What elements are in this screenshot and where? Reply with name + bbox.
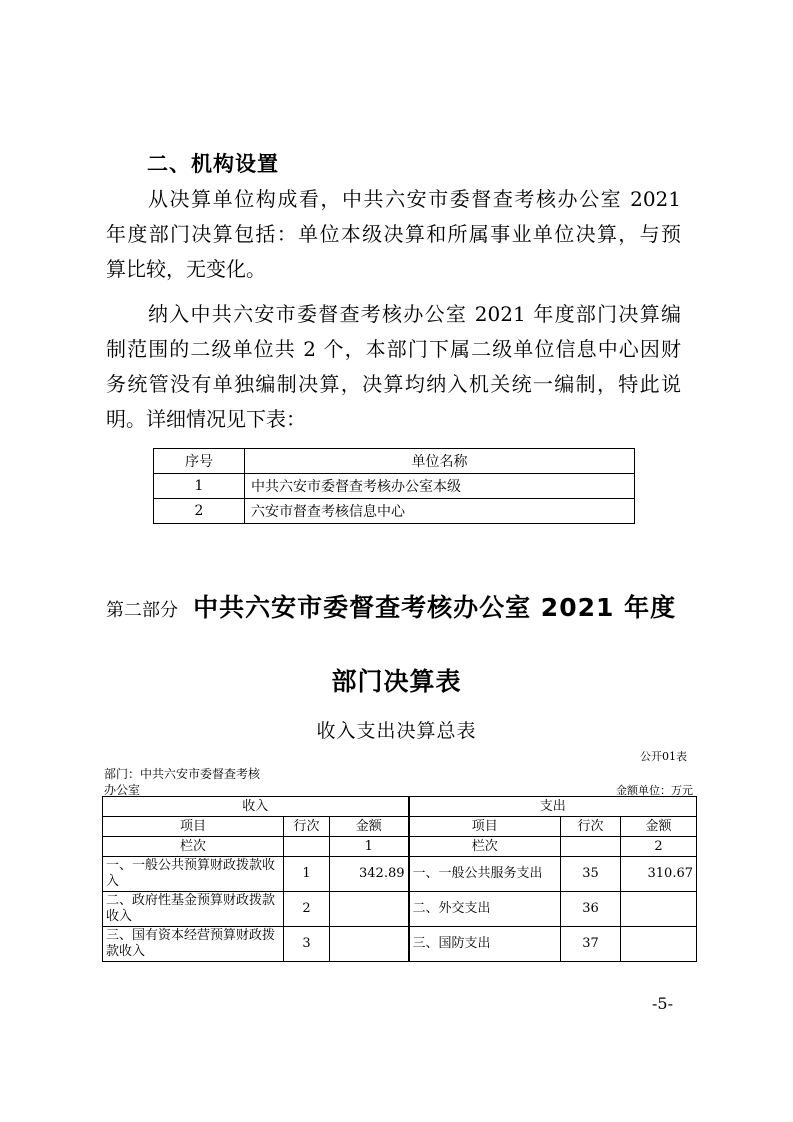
fin-table-department-line2: 办公室 [104, 783, 141, 797]
expense-amount [621, 892, 697, 927]
paragraph-scope-line2: 制范围的二级单位共 2 个，本部门下属二级单位信息中心因财 [106, 337, 681, 361]
expense-lanci-number: 2 [621, 837, 697, 857]
expense-amount [621, 927, 697, 962]
page-number: -5- [652, 994, 673, 1013]
income-amount [330, 892, 409, 927]
unit-table-cell-index: 2 [154, 499, 245, 524]
income-col-amount: 金额 [330, 817, 409, 837]
expense-group-header: 支出 [409, 797, 697, 817]
paragraph-scope-line4: 明。详细情况见下表： [106, 407, 306, 431]
income-row: 2 [284, 892, 330, 927]
table-row [103, 837, 697, 857]
fin-table-department-line1: 部门：中共六安市委督查考核 [104, 767, 261, 781]
table-row [154, 499, 635, 524]
paragraph-composition-line1: 从决算单位构成看，中共六安市委督查考核办公室 2021 [148, 187, 681, 211]
expense-row: 35 [561, 857, 621, 892]
paragraph-scope-line3: 务统管没有单独编制决算，决算均纳入机关统一编制，特此说 [106, 372, 681, 396]
paragraph-composition-line3: 算比较，无变化。 [106, 257, 266, 281]
expense-lanci-row [561, 837, 621, 857]
section-heading: 二、机构设置 [147, 152, 279, 176]
expense-item: 一、一般公共服务支出 [409, 857, 561, 892]
table-row [103, 797, 697, 817]
fin-table-title: 收入支出决算总表 [316, 720, 477, 742]
expense-lanci-label: 栏次 [409, 837, 561, 857]
part-title [106, 588, 686, 624]
income-row: 1 [284, 857, 330, 892]
income-col-item: 项目 [103, 817, 284, 837]
table-row [154, 474, 635, 499]
expense-col-amount: 金额 [621, 817, 697, 837]
expense-amount: 310.67 [621, 857, 697, 892]
income-group-header: 收入 [103, 797, 409, 817]
paragraph-composition-line2: 年度部门决算包括：单位本级决算和所属事业单位决算，与预 [106, 222, 681, 246]
expense-row: 36 [561, 892, 621, 927]
expense-col-item: 项目 [409, 817, 561, 837]
table-row [103, 892, 697, 927]
income-amount [330, 927, 409, 962]
expense-row: 37 [561, 927, 621, 962]
unit-table-cell-index: 1 [154, 474, 245, 499]
income-lanci-number: 1 [330, 837, 409, 857]
table-row [154, 449, 635, 474]
paragraph-scope-line1: 纳入中共六安市委督查考核办公室 2021 年度部门决算编 [148, 302, 681, 326]
income-lanci-row [284, 837, 330, 857]
income-item: 一、一般公共预算财政拨款收入 [103, 857, 284, 892]
part-label: 第二部分 [106, 600, 178, 621]
expense-item: 三、国防支出 [409, 927, 561, 962]
income-row: 3 [284, 927, 330, 962]
fin-table-unit: 金额单位：万元 [616, 784, 693, 797]
table-row [103, 817, 697, 837]
unit-table-header-index: 序号 [154, 449, 245, 474]
income-lanci-label: 栏次 [103, 837, 284, 857]
income-expense-table [102, 796, 697, 962]
income-amount: 342.89 [330, 857, 409, 892]
part-subtitle: 部门决算表 [331, 667, 462, 696]
part-main-title: 中共六安市委督查考核办公室 2021 年度 [193, 593, 677, 622]
fin-table-code: 公开01表 [640, 750, 687, 763]
table-row [103, 927, 697, 962]
expense-item: 二、外交支出 [409, 892, 561, 927]
unit-table-cell-name: 六安市督查考核信息中心 [245, 499, 635, 524]
table-row [103, 857, 697, 892]
income-col-row: 行次 [284, 817, 330, 837]
unit-table [153, 448, 635, 524]
income-item: 三、国有资本经营预算财政拨款收入 [103, 927, 284, 962]
income-item: 二、政府性基金预算财政拨款收入 [103, 892, 284, 927]
unit-table-cell-name: 中共六安市委督查考核办公室本级 [245, 474, 635, 499]
expense-col-row: 行次 [561, 817, 621, 837]
unit-table-header-name: 单位名称 [245, 449, 635, 474]
